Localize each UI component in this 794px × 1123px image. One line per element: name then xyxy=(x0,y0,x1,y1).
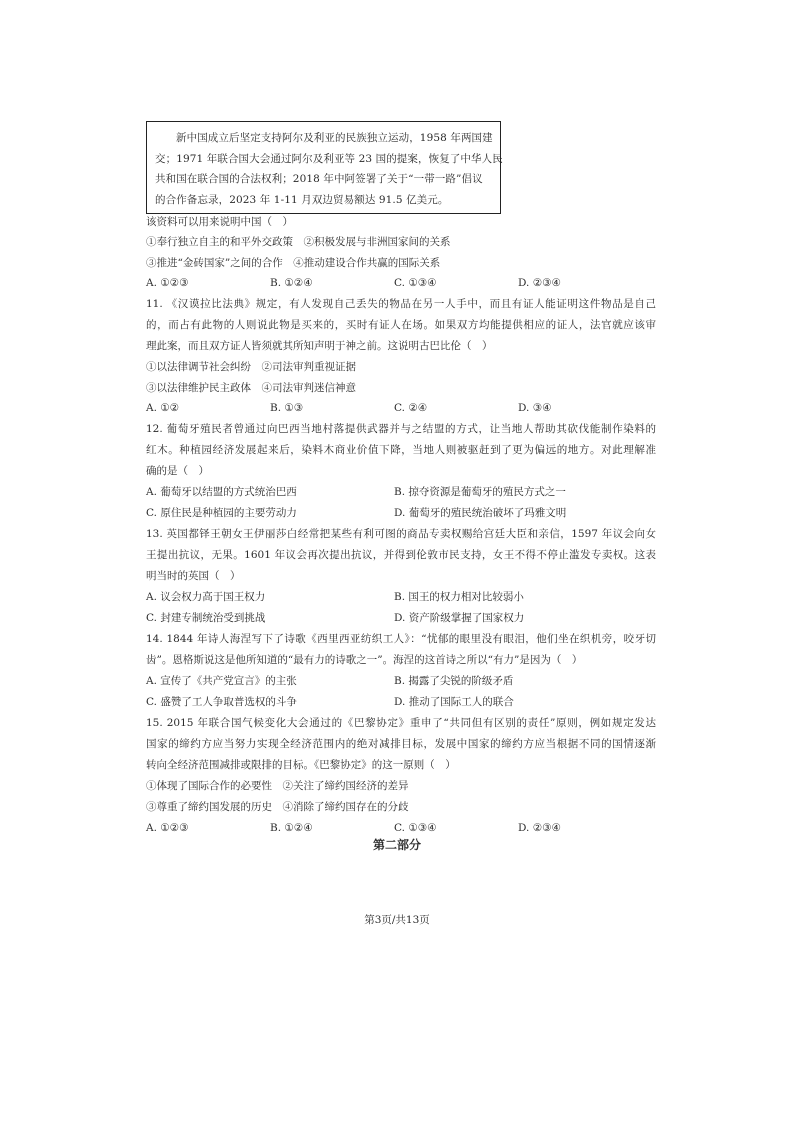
option-d[interactable]: D. 葡萄牙的殖民统治破坏了玛雅文明 xyxy=(394,507,567,519)
option-d[interactable]: D. ②③④ xyxy=(518,277,561,289)
option-d[interactable]: D. 推动了国际工人的联合 xyxy=(394,696,514,708)
option-a[interactable]: A. 宣传了《共产党宣言》的主张 xyxy=(146,675,297,687)
question-14-stem: 14. 1844 年诗人海涅写下了诗歌《西里西亚纺织工人》：“忧郁的眼里没有眼泪，他们坐在织机旁，咬牙切 xyxy=(146,633,656,645)
option-d[interactable]: D. ②③④ xyxy=(518,822,561,834)
option-b[interactable]: B. 掠夺资源是葡萄牙的殖民方式之一 xyxy=(394,486,566,498)
question-10-item: ③推进“金砖国家”之间的合作 ④推动建设合作共赢的国际关系 xyxy=(146,257,441,269)
option-a[interactable]: A. 葡萄牙以结盟的方式统治巴西 xyxy=(146,486,297,498)
question-10-stem: 该资料可以用来说明中国（ ） xyxy=(146,216,293,228)
question-11-stem: 的，而占有此物的人则说此物是买来的，买时有证人在场。如果双方均能提供相应的证人，法官就应该审 xyxy=(146,319,656,331)
question-13-stem: 13. 英国都铎王朝女王伊丽莎白经常把某些有利可图的商品专卖权赐给宫廷大臣和亲信，1597 年议会向女 xyxy=(146,528,656,540)
option-d[interactable]: D. 资产阶级掌握了国家权力 xyxy=(394,612,525,624)
option-c[interactable]: C. 封建专制统治受到挑战 xyxy=(146,612,266,624)
option-a[interactable]: A. ①②③ xyxy=(146,277,189,289)
question-13-stem: 王提出抗议，无果。1601 年议会再次提出抗议，并得到伦敦市民支持，女王不得不停止滥发专卖权。这表 xyxy=(146,549,656,561)
question-12-stem: 确的是（ ） xyxy=(146,465,209,477)
question-15-stem: 15. 2015 年联合国气候变化大会通过的《巴黎协定》重申了“共同但有区别的责任”原则，例如规定发达 xyxy=(146,717,656,729)
question-12-stem: 12. 葡萄牙殖民者曾通过向巴西当地村落提供武器并与之结盟的方式，让当地人帮助其砍伐能制作染料的 xyxy=(146,423,656,435)
option-a[interactable]: A. ①②③ xyxy=(146,822,189,834)
page-number: 第3页/共13页 xyxy=(364,914,430,926)
option-c[interactable]: C. 原住民是种植园的主要劳动力 xyxy=(146,507,297,519)
option-c[interactable]: C. ①③④ xyxy=(394,822,437,834)
passage-line: 的合作备忘录，2023 年 1-11 月双边贸易额达 91.5 亿美元。 xyxy=(155,193,449,206)
option-b[interactable]: B. ①③ xyxy=(270,402,304,414)
question-11-stem: 11. 《汉谟拉比法典》规定，有人发现自己丢失的物品在另一人手中，而且有证人能证明这件物品是自己 xyxy=(146,298,656,310)
question-14-stem: 齿”。恩格斯说这是他所知道的“最有力的诗歌之一”。海涅的这首诗之所以“有力”是因为（ ） xyxy=(146,654,583,666)
question-12-stem: 红木。种植园经济发展起来后，染料木商业价值下降，当地人则被驱赶到了更为偏远的地方。对此理解准 xyxy=(146,444,656,456)
option-c[interactable]: C. 盛赞了工人争取普选权的斗争 xyxy=(146,696,297,708)
passage-line: 共和国在联合国的合法权利；2018 年中阿签署了关于“一带一路”倡议 xyxy=(155,173,483,185)
option-b[interactable]: B. 国王的权力相对比较弱小 xyxy=(394,591,524,603)
question-11-stem: 理此案，而且双方证人皆须就其所知声明于神之前。这说明古巴比伦（ ） xyxy=(146,340,493,352)
question-13-stem: 明当时的英国（ ） xyxy=(146,570,241,582)
section-title: 第二部分 xyxy=(372,838,421,852)
question-10-item: ①奉行独立自主的和平外交政策 ②积极发展与非洲国家间的关系 xyxy=(146,236,451,248)
option-d[interactable]: D. ③④ xyxy=(518,402,552,414)
option-a[interactable]: A. ①② xyxy=(146,402,180,414)
option-c[interactable]: C. ①③④ xyxy=(394,277,437,289)
question-15-item: ③尊重了缔约国发展的历史 ④消除了缔约国存在的分歧 xyxy=(146,801,409,813)
option-b[interactable]: B. ①②④ xyxy=(270,277,313,289)
question-11-item: ①以法律调节社会纠纷 ②司法审判重视证据 xyxy=(146,361,356,373)
option-b[interactable]: B. ①②④ xyxy=(270,822,313,834)
question-15-stem: 国家的缔约方应当努力实现全经济范围内的绝对减排目标，发展中国家的缔约方应当根据不同的国情逐渐 xyxy=(146,738,656,750)
question-11-item: ③以法律维护民主政体 ④司法审判迷信神意 xyxy=(146,382,356,394)
question-15-stem: 转向全经济范围减排或限排的目标。《巴黎协定》的这一原则（ ） xyxy=(146,759,456,771)
option-c[interactable]: C. ②④ xyxy=(394,402,428,414)
source-material-box xyxy=(146,121,501,214)
option-a[interactable]: A. 议会权力高于国王权力 xyxy=(146,591,266,603)
option-b[interactable]: B. 揭露了尖锐的阶级矛盾 xyxy=(394,675,514,687)
question-15-item: ①体现了国际合作的必要性 ②关注了缔约国经济的差异 xyxy=(146,780,409,792)
passage-line: 新中国成立后坚定支持阿尔及利亚的民族独立运动，1958 年两国建 xyxy=(176,132,493,144)
passage-line: 交；1971 年联合国大会通过阿尔及利亚等 23 国的提案，恢复了中华人民 xyxy=(155,152,503,165)
